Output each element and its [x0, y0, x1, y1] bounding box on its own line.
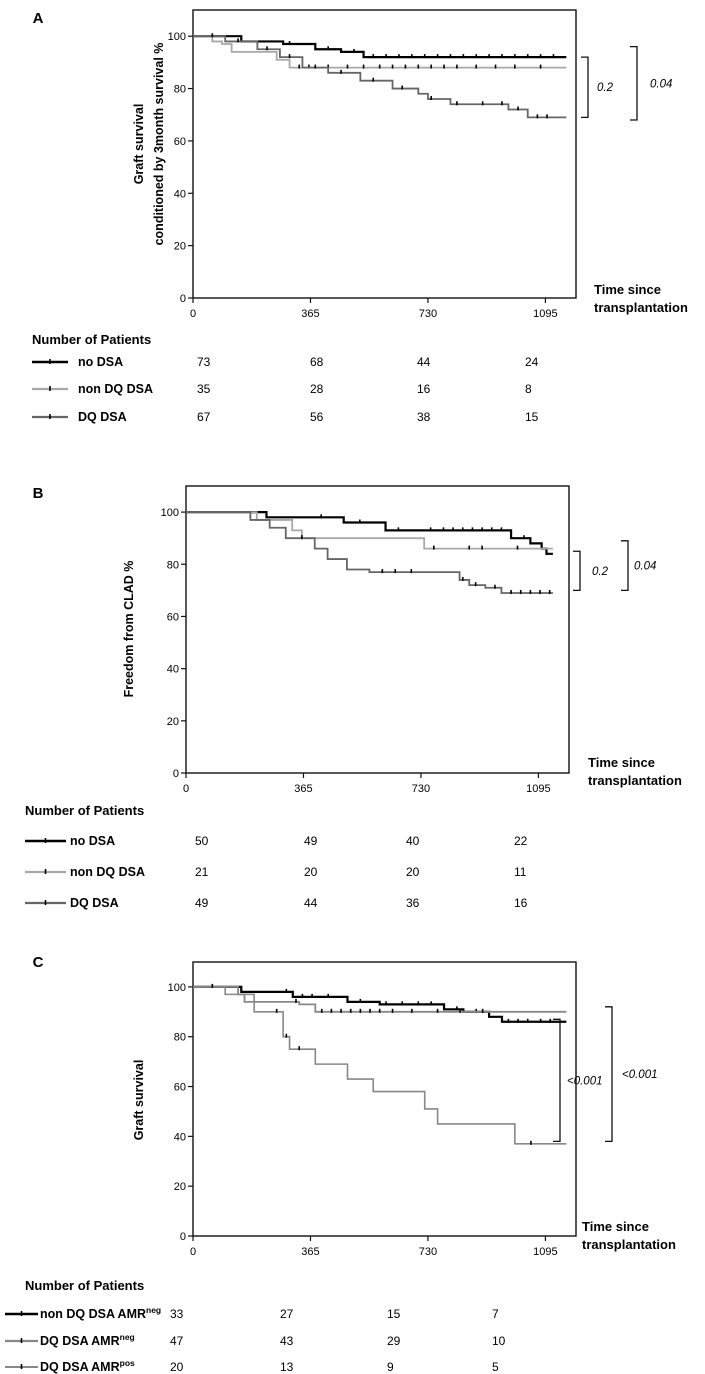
- risk-count: 20: [170, 1360, 184, 1374]
- risk-count: 28: [310, 382, 324, 396]
- risk-count: 5: [492, 1360, 499, 1374]
- y-tick-label: 20: [166, 715, 179, 728]
- risk-count: 29: [387, 1334, 401, 1348]
- series-line-0: [186, 512, 553, 554]
- risk-row-name: no DSA: [70, 834, 116, 848]
- series-line-2: [193, 36, 566, 117]
- risk-count: 15: [525, 410, 539, 424]
- risk-count: 47: [170, 1334, 184, 1348]
- risk-table-title: Number of Patients: [32, 332, 152, 347]
- risk-count: 16: [514, 896, 528, 910]
- risk-row-superscript: neg: [146, 1305, 162, 1315]
- p-value-bracket: [621, 541, 628, 591]
- y-tick-label: 0: [179, 1231, 186, 1243]
- risk-count: 20: [304, 865, 318, 879]
- x-tick-label: 365: [301, 308, 320, 320]
- x-tick-label: 365: [294, 783, 313, 795]
- x-tick-label: 730: [418, 1246, 438, 1258]
- y-tick-label: 60: [173, 135, 186, 148]
- y-axis-label: Graft survival: [132, 1059, 146, 1141]
- risk-count: 24: [525, 355, 539, 369]
- risk-count: 44: [417, 355, 431, 369]
- risk-count: 35: [197, 382, 211, 396]
- x-tick-label: 730: [418, 308, 438, 320]
- x-axis-label: Time since: [588, 755, 655, 770]
- y-tick-label: 100: [167, 981, 186, 994]
- x-tick-label: 1095: [526, 783, 551, 795]
- risk-count: 27: [280, 1307, 294, 1321]
- risk-row-name: DQ DSA $AMR^{neg}$: [40, 1332, 135, 1348]
- p-value-bracket: [573, 551, 580, 590]
- risk-table-title: Number of Patients: [25, 803, 145, 818]
- series-line-1: [193, 987, 566, 1012]
- y-tick-label: 80: [173, 1031, 186, 1044]
- plot-frame: [193, 10, 576, 298]
- risk-row-name: non DQ DSA: [70, 865, 145, 879]
- risk-count: 10: [492, 1334, 506, 1348]
- x-tick-label: 0: [182, 783, 190, 795]
- x-axis-label: Time since: [582, 1219, 649, 1234]
- p-value-label: 0.04: [650, 78, 673, 91]
- risk-table-title: Number of Patients: [25, 1278, 145, 1293]
- y-axis-label: conditioned by 3month survival %: [152, 42, 166, 246]
- risk-count: 68: [310, 355, 324, 369]
- y-tick-label: 60: [166, 611, 179, 624]
- risk-count: 21: [195, 865, 209, 879]
- plot-frame: [186, 486, 569, 773]
- p-value-label: 0.2: [592, 565, 608, 578]
- risk-count: 67: [197, 410, 211, 424]
- risk-row-superscript: neg: [119, 1332, 135, 1342]
- x-axis-label: transplantation: [588, 773, 682, 788]
- panel-a: [32, 10, 688, 424]
- x-tick-label: 365: [301, 1246, 320, 1258]
- y-tick-label: 100: [160, 507, 179, 520]
- risk-count: 7: [492, 1307, 499, 1321]
- p-value-label: <0.001: [567, 1075, 603, 1088]
- plot-frame: [193, 962, 576, 1236]
- x-axis-label: transplantation: [594, 300, 688, 315]
- y-axis-label: Graft survival: [132, 103, 146, 185]
- x-tick-label: 0: [189, 1246, 197, 1258]
- panel-c: [5, 954, 705, 1374]
- risk-count: 56: [310, 410, 324, 424]
- risk-row-name: non DQ DSA: [78, 382, 153, 396]
- x-tick-label: 0: [189, 308, 197, 320]
- risk-row-name: no DSA: [78, 355, 124, 369]
- p-value-label: 0.04: [634, 560, 657, 573]
- risk-count: 44: [304, 896, 318, 910]
- panel-label: A: [32, 10, 44, 27]
- x-tick-label: 1095: [533, 1246, 558, 1258]
- series-line-0: [193, 987, 566, 1022]
- risk-row-name: DQ DSA: [78, 410, 127, 424]
- series-line-0: [193, 36, 566, 57]
- risk-count: 22: [514, 834, 528, 848]
- y-tick-label: 60: [173, 1081, 186, 1094]
- risk-row-name: non DQ DSA $AMR^{neg}$: [40, 1305, 162, 1321]
- risk-count: 40: [406, 834, 420, 848]
- p-value-bracket: [553, 1019, 560, 1141]
- panel-label: C: [32, 954, 44, 971]
- y-tick-label: 20: [173, 240, 186, 253]
- risk-count: 38: [417, 410, 431, 424]
- risk-count: 13: [280, 1360, 294, 1374]
- panel-b: [25, 485, 682, 910]
- risk-row-name: DQ DSA $AMR^{pos}$: [40, 1358, 135, 1374]
- series-line-2: [186, 512, 553, 593]
- risk-count: 36: [406, 896, 420, 910]
- x-tick-label: 1095: [533, 308, 558, 320]
- risk-count: 16: [417, 382, 431, 396]
- panel-label: B: [32, 485, 44, 502]
- risk-count: 50: [195, 834, 209, 848]
- x-axis-label: Time since: [594, 282, 661, 297]
- y-tick-label: 80: [166, 559, 179, 572]
- p-value-label: 0.2: [597, 82, 613, 95]
- p-value-bracket: [581, 57, 588, 117]
- risk-count: 73: [197, 355, 211, 369]
- p-value-bracket: [605, 1007, 612, 1142]
- y-tick-label: 40: [173, 1131, 186, 1144]
- risk-row-superscript: pos: [119, 1358, 135, 1368]
- y-tick-label: 0: [172, 768, 179, 780]
- risk-count: 49: [304, 834, 318, 848]
- y-tick-label: 20: [173, 1181, 186, 1194]
- risk-count: 20: [406, 865, 420, 879]
- risk-count: 33: [170, 1307, 184, 1321]
- risk-row-name: DQ DSA: [70, 896, 119, 910]
- risk-count: 8: [525, 382, 532, 396]
- risk-count: 43: [280, 1334, 294, 1348]
- risk-count: 9: [387, 1360, 394, 1374]
- x-tick-label: 730: [411, 783, 431, 795]
- p-value-label: <0.001: [622, 1069, 658, 1082]
- y-tick-label: 80: [173, 83, 186, 96]
- risk-count: 15: [387, 1307, 401, 1321]
- y-tick-label: 0: [179, 293, 186, 305]
- y-tick-label: 40: [173, 188, 186, 201]
- p-value-bracket: [630, 47, 637, 120]
- risk-count: 49: [195, 896, 209, 910]
- y-tick-label: 40: [166, 663, 179, 676]
- y-tick-label: 100: [167, 31, 186, 44]
- x-axis-label: transplantation: [582, 1237, 676, 1252]
- risk-count: 11: [514, 865, 527, 879]
- y-axis-label: Freedom from CLAD %: [122, 560, 136, 698]
